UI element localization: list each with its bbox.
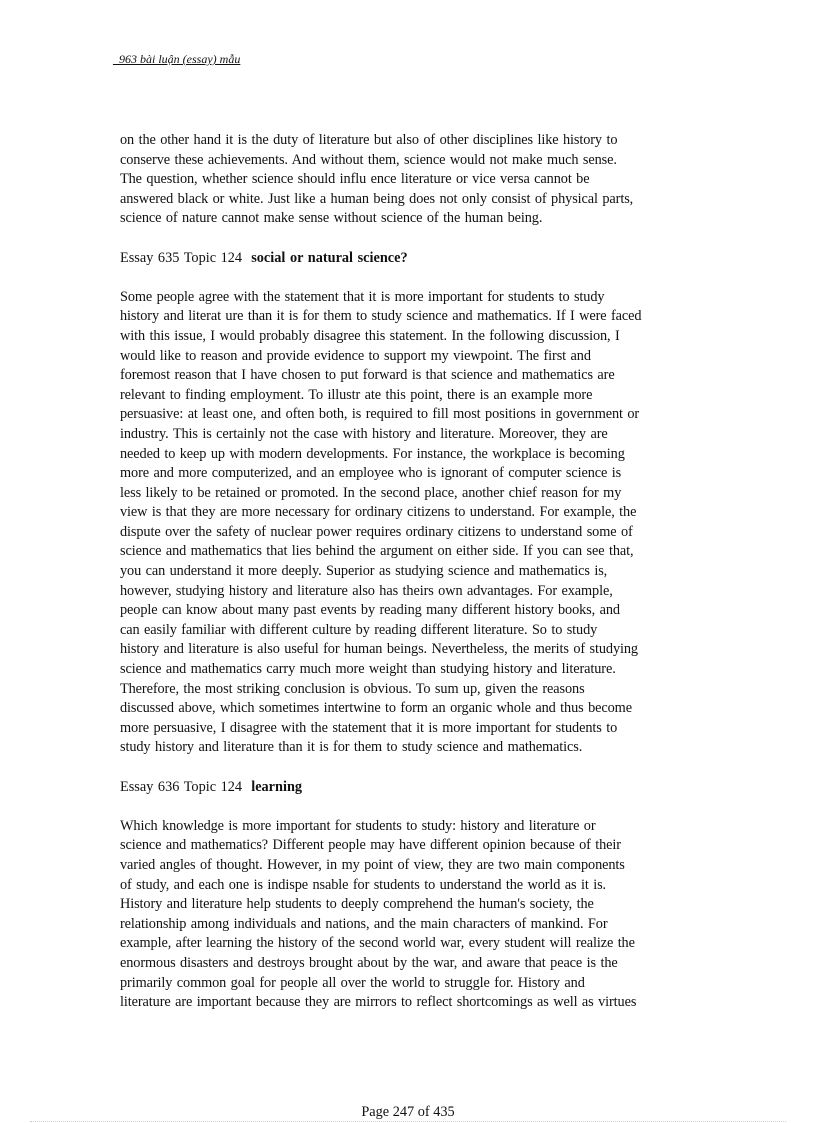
text-line: needed to keep up with modern developments. For instance, the workplace is becoming [120,445,625,462]
text-line: foremost reason that I have chosen to put forward is that science and mathematics are [120,367,615,384]
text-line: History and literature help students to deeply comprehend the human's society, the [120,896,594,913]
text-line: relationship among individuals and nations, and the main characters of mankind. For [120,915,608,932]
essay-635-paragraph [120,288,700,758]
text-line: Some people agree with the statement that it is more important for students to study [120,288,605,305]
text-line: study history and literature than it is for them to study science and mathematics. [120,739,583,756]
text-line: conserve these achievements. And without them, science would not make much sense. [120,151,617,168]
text-line: history and literat ure than it is for them to study science and mathematics. If I were faced [120,308,642,325]
document-body [120,131,700,1013]
text-line: industry. This is certainly not the case with history and literature. Moreover, they are [120,425,608,442]
essay-635-title: social or natural science? [251,249,408,266]
essay-636-title: learning [251,778,303,795]
text-line: dispute over the safety of nuclear power requires ordinary citizens to understand some of [120,523,633,540]
text-line: more persuasive, I disagree with the statement that it is more important for students to [120,719,618,736]
text-line: literature are important because they are mirrors to reflect shortcomings as well as virtues [120,994,637,1011]
text-line: science and mathematics that lies behind the argument on either side. If you can see that, [120,543,634,560]
text-line: can easily familiar with different culture by reading different literature. So to study [120,621,598,638]
essay-635-heading [120,249,700,269]
page-number: Page 247 of 435 [361,1104,455,1120]
text-line: science and mathematics? Different people may have different opinion because of their [120,837,621,854]
text-line: view is that they are more necessary for ordinary citizens to understand. For example, the [120,504,637,521]
running-header: _963 bài luận (essay) mẫu [113,52,241,66]
text-line: history and literature is also useful for human beings. Nevertheless, the merits of studying [120,641,638,658]
text-line: enormous disasters and destroys brought about by the war, and aware that peace is the [120,954,618,971]
text-line: Which knowledge is more important for students to study: history and literature or [120,817,596,834]
text-line: less likely to be retained or promoted. In the second place, another chief reason for my [120,484,622,501]
essay-635-number: Essay 635 Topic 124 [120,249,243,266]
text-line: science of nature cannot make sense without science of the human being. [120,210,543,227]
text-line: Therefore, the most striking conclusion is obvious. To sum up, given the reasons [120,680,585,697]
text-line: with this issue, I would probably disagree this statement. In the following discussion, I [120,327,620,344]
footer-divider [30,1121,786,1122]
text-line: primarily common goal for people all over the world to struggle for. History and [120,974,585,991]
text-line: you can understand it more deeply. Superior as studying science and mathematics is, [120,563,608,580]
text-line: on the other hand it is the duty of literature but also of other disciplines like history to [120,132,618,148]
text-line: people can know about many past events by reading many different history books, and [120,602,620,619]
essay-636-number: Essay 636 Topic 124 [120,778,243,795]
text-line: answered black or white. Just like a human being does not only consist of physical parts, [120,190,634,207]
text-line: science and mathematics carry much more weight than studying history and literature. [120,661,616,678]
text-line: example, after learning the history of the second world war, every student will realize the [120,935,635,952]
text-line: more and more computerized, and an employee who is ignorant of computer science is [120,465,622,482]
text-line: persuasive: at least one, and often both, is required to fill most positions in government or [120,406,640,423]
text-line: of study, and each one is indispe nsable for students to understand the world as it is. [120,876,607,893]
essay-636-paragraph [120,817,700,1013]
text-line: varied angles of thought. However, in my point of view, they are two main components [120,856,625,873]
essay-636-heading [120,778,700,798]
text-line: would like to reason and provide evidence to support my viewpoint. The first and [120,347,591,364]
intro-paragraph [120,131,700,229]
text-line: however, studying history and literature also has theirs own advantages. For example, [120,582,613,599]
text-line: discussed above, which sometimes intertwine to form an organic whole and thus become [120,700,632,717]
text-line: relevant to finding employment. To illustr ate this point, there is an example more [120,386,593,403]
text-line: The question, whether science should influ ence literature or vice versa cannot be [120,171,590,188]
